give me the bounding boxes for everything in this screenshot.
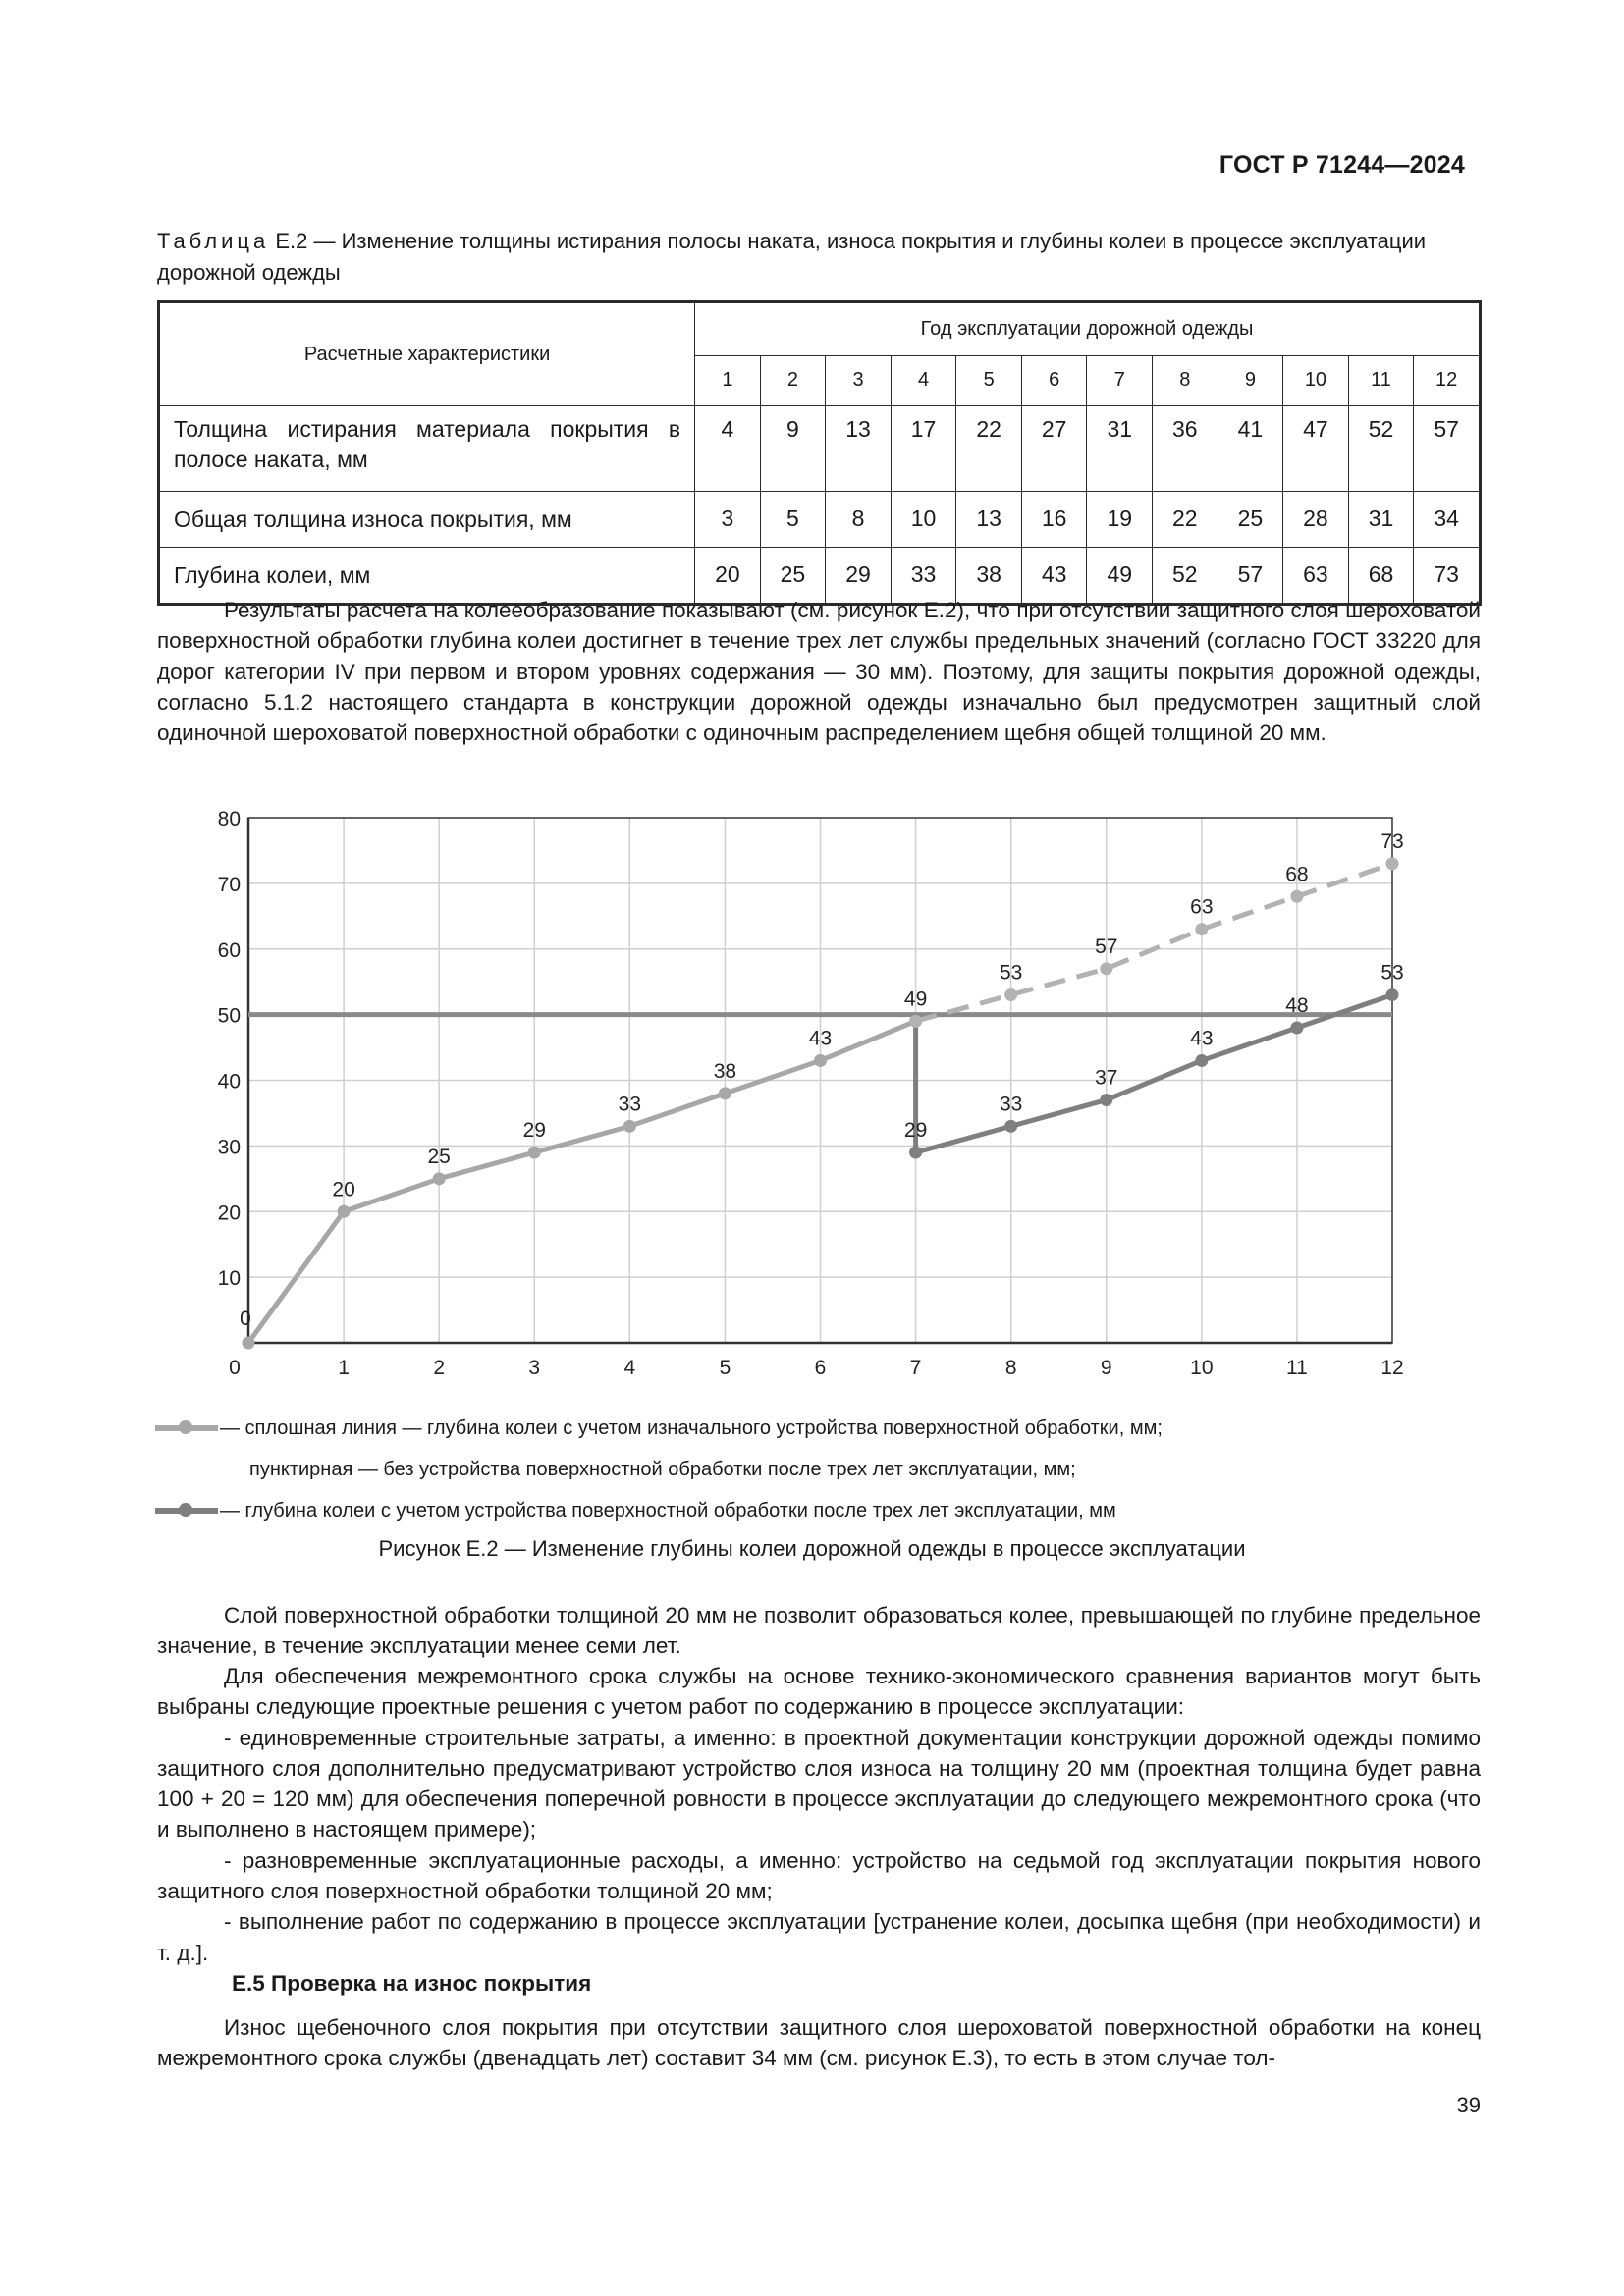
data-label: 53 (1380, 961, 1404, 985)
table-caption-text: Е.2 — Изменение толщины истирания полосы наката, износа покрытия и глубины колеи в процессе эксплуатации дорожной одежды (157, 229, 1427, 285)
data-point-dashed (1386, 857, 1399, 870)
y-tick-label: 20 (217, 1201, 241, 1225)
x-tick-label: 5 (719, 1357, 731, 1379)
data-point-solid (623, 1120, 636, 1133)
x-tick-label: 4 (623, 1357, 636, 1379)
bullet-item: - единовременные строительные затраты, а именно: в проектной документации конструкции дорожной одежды помимо защитного слоя дополнительно предусматривают устройство слоя износа на толщину 20 мм (проектная толщина будет равна 100 + 20 = 120 мм) для обеспечения поперечной ровности в процессе эксплуатации до следующего межремонтного срока (что и выполнено в настоящем примере); (157, 1725, 1481, 1842)
paragraph-wear-check: Износ щебеночного слоя покрытия при отсутствии защитного слоя шероховатой поверхностной обработки на конец межремонтного срока службы (двенадцать лет) составит 34 мм (см. рисунок Е.3), то есть в этом случае тол- (157, 2015, 1481, 2071)
table-cell: 25 (760, 548, 826, 605)
table-cell: 5 (760, 492, 826, 548)
data-label: 33 (999, 1093, 1023, 1116)
data-label: 0 (240, 1308, 251, 1330)
table-cell: 9 (760, 406, 826, 492)
table-cell: 63 (1283, 548, 1349, 605)
y-tick-label: 60 (217, 938, 241, 962)
legend-treated-text: — глубина колеи с учетом устройства поверхностной обработки после трех лет эксплуатации, мм (220, 1500, 1116, 1522)
data-point-treated (1004, 1120, 1017, 1133)
solutions-intro: Для обеспечения межремонтного срока службы на основе технико-экономического сравнения вариантов могут быть выбраны следующие проектные решения с учетом работ по содержанию в процессе эксплуатации: (157, 1664, 1481, 1720)
table-cell: 25 (1218, 492, 1283, 548)
y-tick-label: 10 (217, 1267, 241, 1291)
table-caption-prefix: Таблица (157, 229, 270, 253)
data-label: 57 (1095, 934, 1118, 958)
x-tick-label: 12 (1380, 1357, 1404, 1379)
data-point-dashed (1004, 988, 1017, 1001)
row-label: Толщина истирания материала покрытия в полосе наката, мм (159, 406, 695, 492)
year-cell: 8 (1153, 355, 1218, 406)
table-cell: 22 (1153, 492, 1218, 548)
year-cell: 5 (956, 355, 1022, 406)
series-line-dashed (916, 864, 1392, 1022)
table-cell: 17 (891, 406, 956, 492)
year-cell: 6 (1021, 355, 1087, 406)
table-cell: 31 (1348, 492, 1414, 548)
year-cell: 4 (891, 355, 956, 406)
data-point-treated (1195, 1054, 1208, 1067)
data-label: 37 (1095, 1066, 1118, 1090)
table-header-label: Расчетные характеристики (159, 302, 695, 406)
data-point-solid (433, 1172, 446, 1185)
data-label: 43 (1190, 1027, 1214, 1050)
table-cell: 47 (1283, 406, 1349, 492)
data-label: 49 (903, 988, 928, 1011)
data-point-solid (243, 1337, 255, 1350)
bullet-item: - разновременные эксплуатационные расходы, а именно: устройство на седьмой год эксплуатации покрытия нового защитного слоя поверхностной обработки толщиной 20 мм; (157, 1847, 1481, 1904)
table-cell: 57 (1218, 548, 1283, 605)
figure-caption: Рисунок Е.2 — Изменение глубины колеи дорожной одежды в процессе эксплуатации (378, 1536, 1246, 1561)
table-cell: 68 (1348, 548, 1414, 605)
year-cell: 2 (760, 355, 826, 406)
rut-depth-chart (147, 805, 1424, 1394)
x-tick-label: 9 (1100, 1357, 1112, 1379)
table-cell: 20 (695, 548, 761, 605)
table-cell: 52 (1153, 548, 1218, 605)
table-cell: 3 (695, 492, 761, 548)
row-label: Глубина колеи, мм (159, 548, 695, 605)
data-point-treated (1290, 1022, 1303, 1035)
bullet-item: - выполнение работ по содержанию в процессе эксплуатации [устранение колеи, досыпка щебня (при необходимости) и т. д.]. (157, 1909, 1481, 1965)
table-cell: 31 (1087, 406, 1153, 492)
year-cell: 11 (1348, 355, 1414, 406)
paragraph-rut-results: Результаты расчета на колееобразование показывают (см. рисунок Е.2), что при отсутствии защитного слоя шероховатой поверхностной обработки глубина колеи достигнет в течение трех лет службы предельных значений (согласно ГОСТ 33220 для дорог категории IV при первом и втором уровнях содержания — 30 мм). Поэтому, для защиты покрытия дорожной одежды, согласно 5.1.2 настоящего стандарта в конструкции дорожной одежды изначально был предусмотрен защитный слой одиночной шероховатой поверхностной обработки с одиночным распределением щебня общей толщиной 20 мм. (157, 598, 1481, 746)
x-tick-label: 0 (229, 1357, 241, 1379)
table-cell: 22 (956, 406, 1022, 492)
data-label: 25 (427, 1145, 451, 1168)
table-cell: 19 (1087, 492, 1153, 548)
data-label: 63 (1190, 895, 1214, 919)
y-tick-label: 40 (217, 1070, 241, 1094)
table-cell: 49 (1087, 548, 1153, 605)
x-tick-label: 2 (433, 1357, 446, 1379)
table-cell: 27 (1021, 406, 1087, 492)
x-tick-label: 1 (338, 1357, 350, 1379)
data-label: 33 (618, 1093, 642, 1116)
x-tick-label: 7 (909, 1357, 922, 1379)
year-cell: 1 (695, 355, 761, 406)
y-tick-label: 70 (217, 873, 241, 896)
data-point-solid (814, 1054, 827, 1067)
table-cell: 13 (826, 406, 892, 492)
section-heading: Е.5 Проверка на износ покрытия (232, 1971, 592, 1996)
data-point-dashed (1290, 890, 1303, 903)
year-cell: 3 (826, 355, 892, 406)
data-label: 38 (713, 1059, 737, 1083)
y-tick-label: 30 (217, 1136, 241, 1159)
table-cell: 36 (1153, 406, 1218, 492)
data-label: 48 (1285, 994, 1309, 1017)
x-tick-label: 6 (814, 1357, 827, 1379)
data-label: 29 (522, 1119, 546, 1143)
table-cell: 41 (1218, 406, 1283, 492)
legend-dashed-text: пунктирная — без устройства поверхностной обработки после трех лет эксплуатации, мм; (249, 1459, 1076, 1480)
legend-solid-text: — сплошная линия — глубина колеи с учетом изначального устройства поверхностной обработки, мм; (220, 1417, 1163, 1439)
year-cell: 12 (1414, 355, 1481, 406)
data-point-solid (338, 1205, 351, 1218)
year-cell: 10 (1283, 355, 1349, 406)
table-cell: 34 (1414, 492, 1481, 548)
data-point-solid (528, 1147, 541, 1159)
standard-code: ГОСТ Р 71244—2024 (1218, 151, 1465, 179)
x-tick-label: 3 (528, 1357, 541, 1379)
page-number: 39 (1456, 2093, 1481, 2117)
x-tick-label: 10 (1190, 1357, 1214, 1379)
year-cell: 9 (1218, 355, 1283, 406)
legend-treated-marker-icon (179, 1503, 192, 1517)
table-header-years: Год эксплуатации дорожной одежды (695, 302, 1481, 356)
rut-table (157, 300, 1482, 606)
table-cell: 33 (891, 548, 956, 605)
data-label: 73 (1380, 829, 1404, 853)
table-cell: 13 (956, 492, 1022, 548)
table-row (159, 492, 1481, 548)
table-cell: 28 (1283, 492, 1349, 548)
data-point-treated (1100, 1094, 1112, 1106)
y-tick-label: 80 (217, 808, 241, 830)
data-point-dashed (1195, 923, 1208, 935)
year-cell: 7 (1087, 355, 1153, 406)
table-row (159, 406, 1481, 492)
paragraph-surface-layer: Слой поверхностной обработки толщиной 20 мм не позволит образоваться колее, превышающей по глубине предельное значение, в течение эксплуатации менее семи лет. (157, 1603, 1481, 1659)
table-cell: 52 (1348, 406, 1414, 492)
x-tick-label: 8 (1004, 1357, 1017, 1379)
table-cell: 38 (956, 548, 1022, 605)
table-cell: 29 (826, 548, 892, 605)
data-label: 43 (808, 1027, 833, 1050)
data-point-dashed (909, 1015, 922, 1028)
data-point-solid (719, 1087, 731, 1099)
data-label: 29 (903, 1119, 928, 1143)
row-label: Общая толщина износа покрытия, мм (159, 492, 695, 548)
data-label: 20 (332, 1178, 355, 1201)
table-cell: 10 (891, 492, 956, 548)
data-point-dashed (1100, 962, 1112, 975)
table-caption (157, 226, 1481, 289)
table-cell: 73 (1414, 548, 1481, 605)
table-cell: 16 (1021, 492, 1087, 548)
data-label: 53 (999, 961, 1023, 985)
data-point-treated (1386, 988, 1399, 1001)
paragraph-solutions (157, 1661, 1481, 1968)
series-line-treated (916, 995, 1392, 1153)
legend-solid-marker-icon (179, 1420, 192, 1434)
table-cell: 43 (1021, 548, 1087, 605)
y-tick-label: 50 (217, 1004, 241, 1028)
x-tick-label: 11 (1286, 1357, 1308, 1379)
table-cell: 8 (826, 492, 892, 548)
data-point-treated (909, 1147, 922, 1159)
data-label: 68 (1285, 863, 1309, 886)
table-cell: 4 (695, 406, 761, 492)
table-cell: 57 (1414, 406, 1481, 492)
